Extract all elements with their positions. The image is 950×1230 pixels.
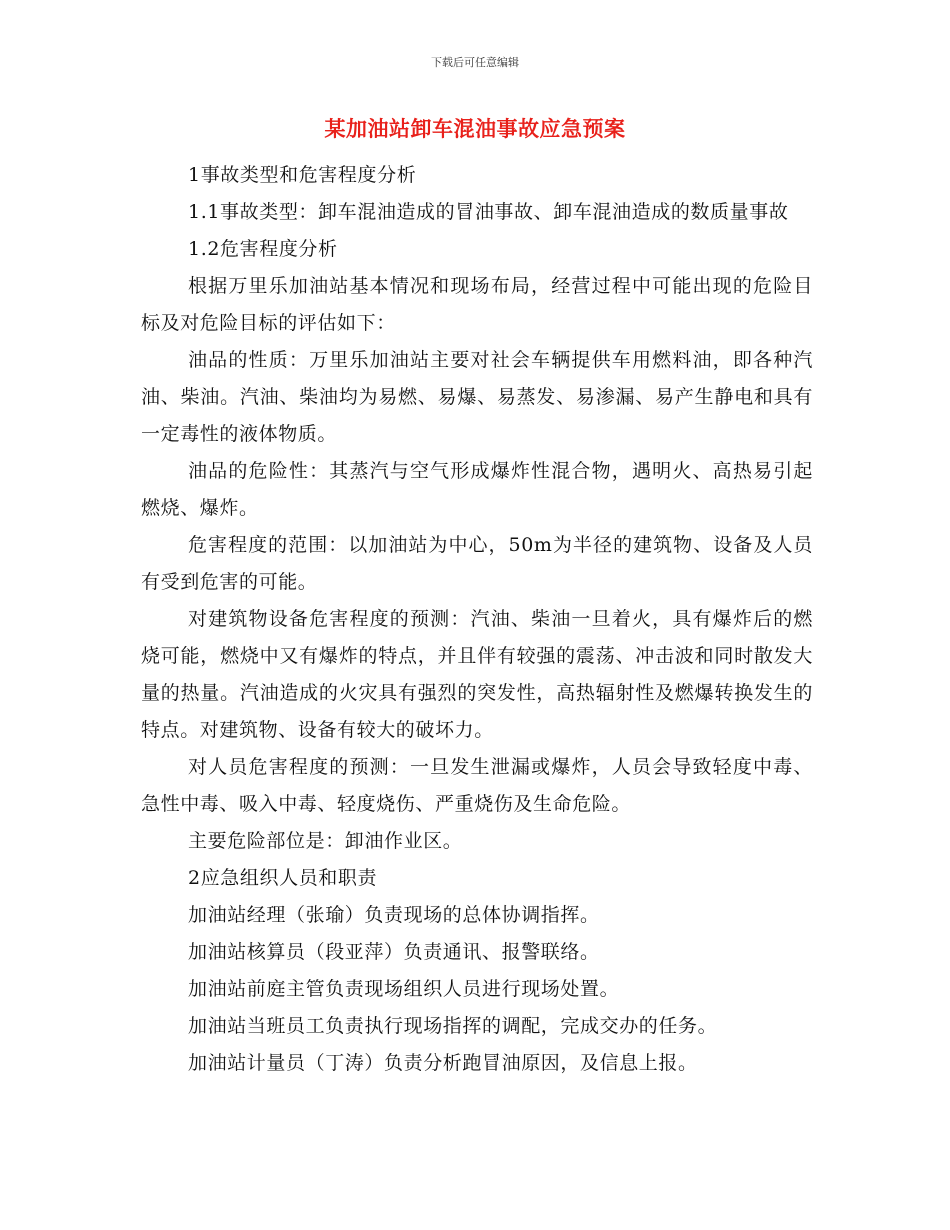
- paragraph-personnel-prediction: 对人员危害程度的预测：一旦发生泄漏或爆炸，人员会导致轻度中毒、急性中毒、吸入中毒、轻度烧伤、严重烧伤及生命危险。: [141, 756, 813, 815]
- paragraph-role-manager: 加油站经理（张瑜）负责现场的总体协调指挥。: [188, 904, 600, 926]
- paragraph-hazard-range: 危害程度的范围：以加油站为中心，50m为半径的建筑物、设备及人员有受到危害的可能。: [141, 534, 813, 593]
- heading-section-1: 1事故类型和危害程度分析: [188, 164, 417, 186]
- heading-hazard-analysis: 1.2危害程度分析: [188, 238, 338, 260]
- paragraph-role-metering-staff: 加油站计量员（丁涛）负责分析跑冒油原因，及信息上报。: [188, 1052, 698, 1074]
- paragraph-oil-properties: 油品的性质：万里乐加油站主要对社会车辆提供车用燃料油，即各种汽油、柴油。汽油、柴油均为易燃、易爆、易蒸发、易渗漏、易产生静电和具有一定毒性的液体物质。: [141, 349, 813, 445]
- paragraph-building-prediction: 对建筑物设备危害程度的预测：汽油、柴油一旦着火，具有爆炸后的燃烧可能，燃烧中又有爆炸的特点，并且伴有较强的震荡、冲击波和同时散发大量的热量。汽油造成的火灾具有强烈的突发性，高热辐射性及燃爆转换发生的特点。对建筑物、设备有较大的破坏力。: [141, 608, 813, 741]
- document-body: [141, 157, 813, 1082]
- heading-section-2: 2应急组织人员和职责: [188, 867, 378, 889]
- header-note: 下载后可任意编辑: [431, 56, 519, 69]
- document-title: 某加油站卸车混油事故应急预案: [324, 117, 626, 141]
- paragraph-oil-danger: 油品的危险性：其蒸汽与空气形成爆炸性混合物，遇明火、高热易引起燃烧、爆炸。: [141, 460, 813, 519]
- paragraph-accident-type: 1.1事故类型：卸车混油造成的冒油事故、卸车混油造成的数质量事故: [188, 201, 789, 223]
- paragraph-role-forecourt-supervisor: 加油站前庭主管负责现场组织人员进行现场处置。: [188, 978, 620, 1000]
- paragraph-main-danger-area: 主要危险部位是：卸油作业区。: [188, 830, 463, 852]
- paragraph-role-shift-staff: 加油站当班员工负责执行现场指挥的调配，完成交办的任务。: [188, 1015, 718, 1037]
- paragraph-role-accountant: 加油站核算员（段亚萍）负责通讯、报警联络。: [188, 941, 600, 963]
- paragraph-hazard-intro: 根据万里乐加油站基本情况和现场布局，经营过程中可能出现的危险目标及对危险目标的评估如下：: [141, 275, 813, 334]
